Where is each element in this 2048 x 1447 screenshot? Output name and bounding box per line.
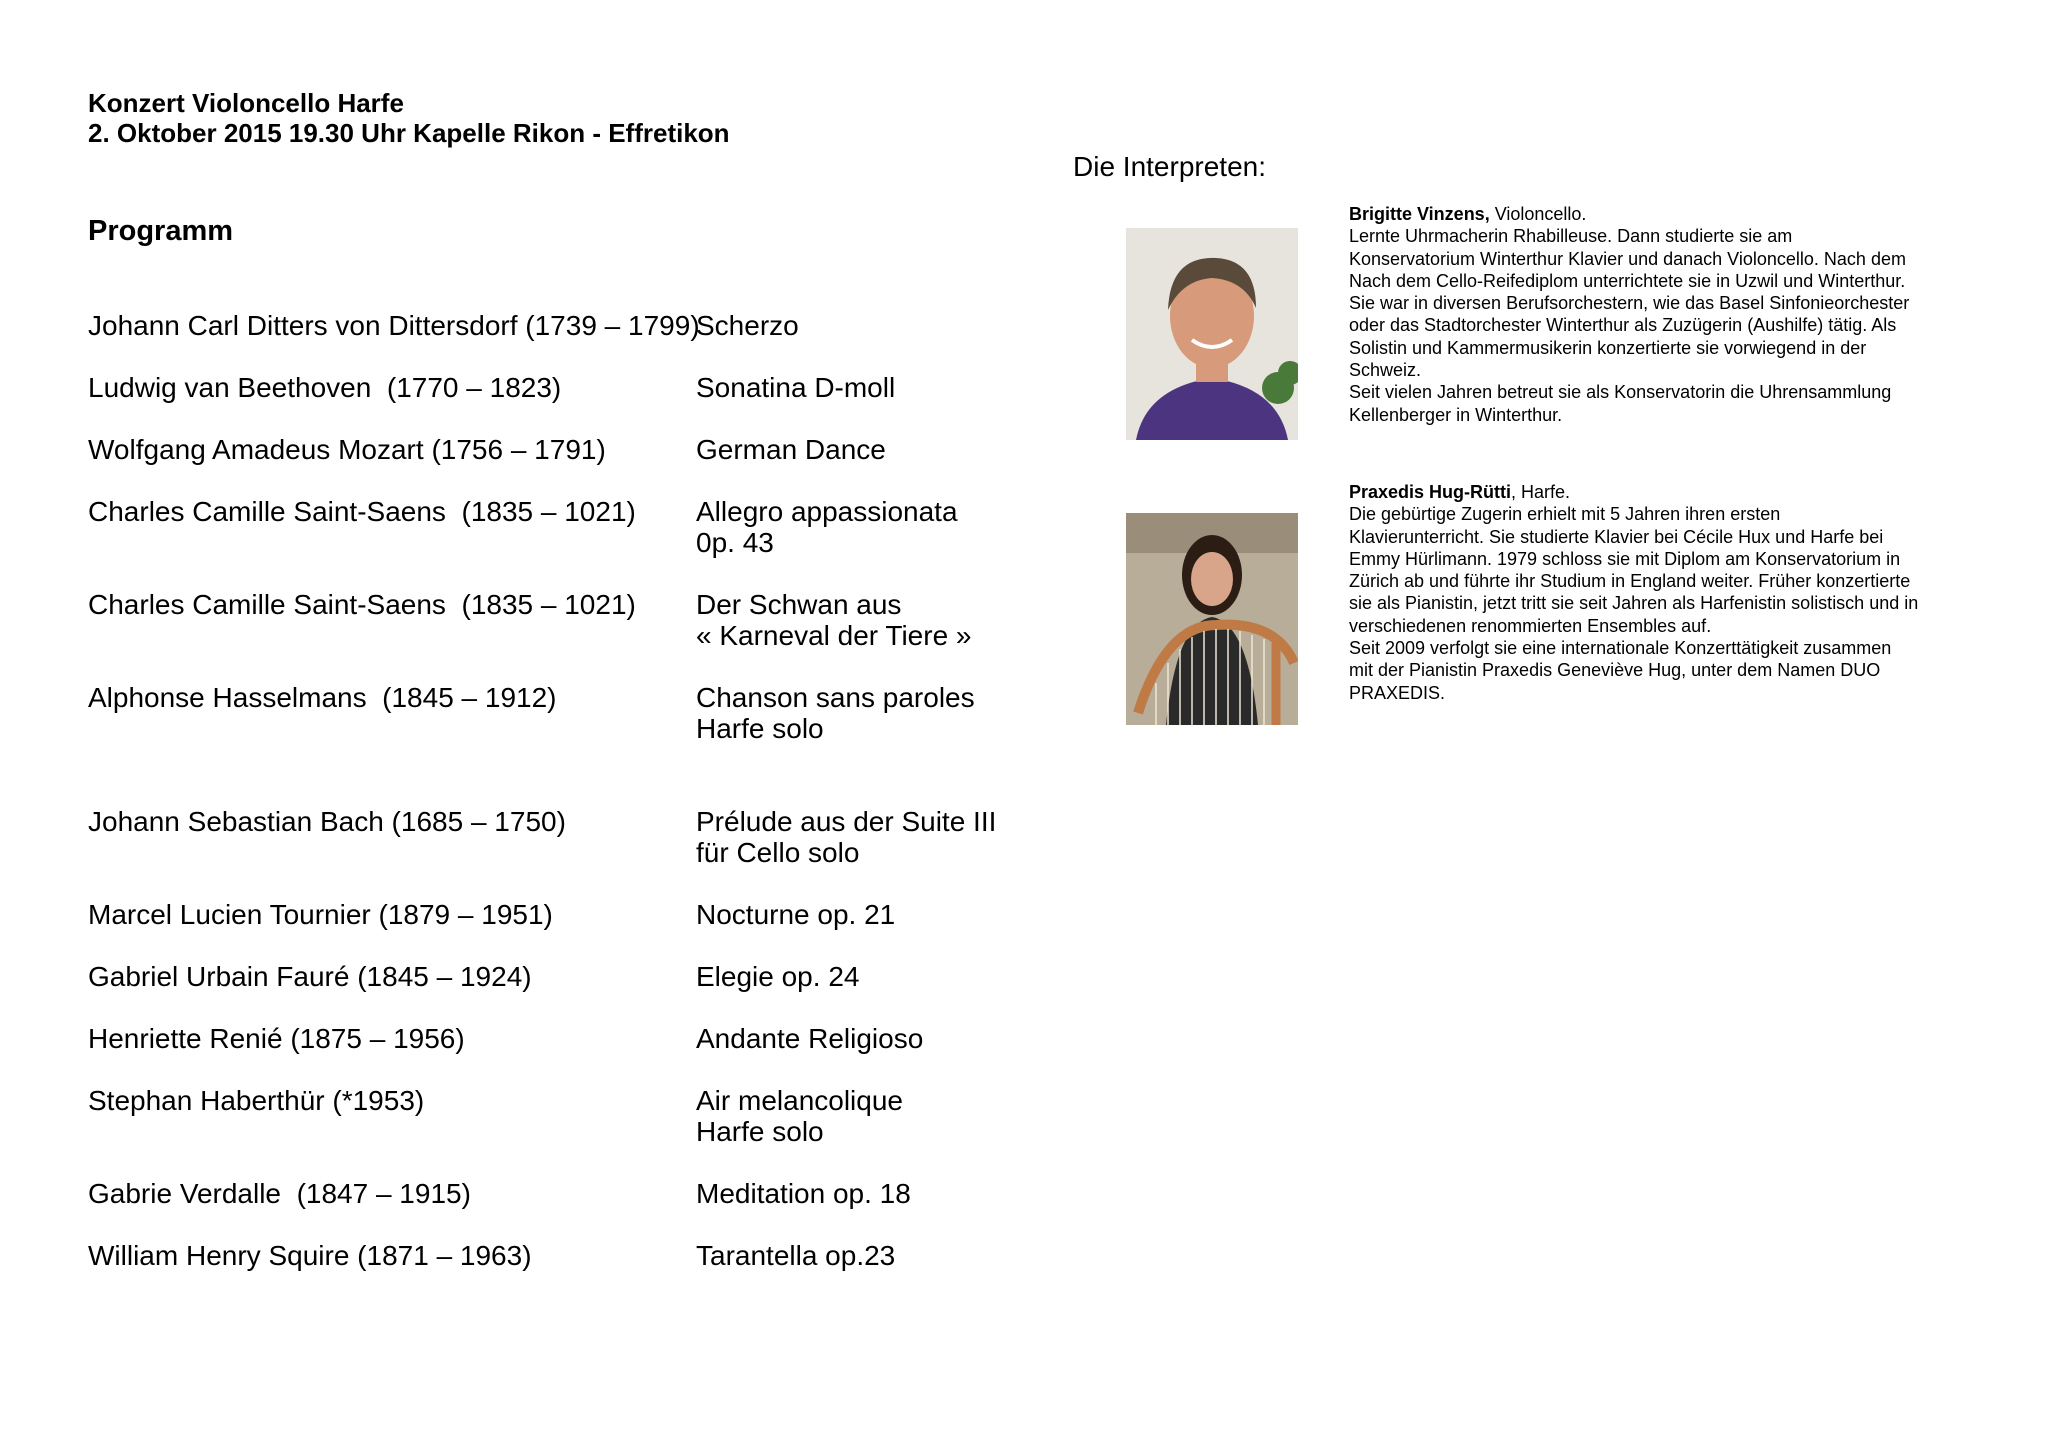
program-work-line: German Dance — [696, 434, 886, 465]
bio-text — [1349, 225, 1989, 426]
program-composer: Charles Camille Saint-Saens (1835 – 1021) — [88, 496, 636, 527]
program-work — [696, 682, 975, 744]
bio-line: Die gebürtige Zugerin erhielt mit 5 Jahren ihren ersten — [1349, 504, 1781, 525]
bio-role: , Harfe. — [1511, 482, 1571, 502]
program-work-line: 0p. 43 — [696, 527, 774, 558]
program-composer: Ludwig van Beethoven (1770 – 1823) — [88, 372, 562, 403]
bio-name-line — [1349, 203, 1989, 225]
bio-line: sie als Pianistin, jetzt tritt sie seit Jahren als Harfenistin solistisch und in — [1349, 593, 1919, 614]
concert-title: Konzert Violoncello Harfe — [88, 88, 404, 118]
program-work — [696, 1178, 911, 1209]
bio-line: Konservatorium Winterthur Klavier und danach Violoncello. Nach dem — [1349, 248, 1906, 269]
program-work-line: Elegie op. 24 — [696, 961, 860, 992]
program-work — [696, 310, 799, 341]
program-composer: Marcel Lucien Tournier (1879 – 1951) — [88, 899, 553, 930]
program-list — [88, 0, 1048, 1300]
bio-line: Schweiz. — [1349, 360, 1422, 381]
portrait-cellist-photo — [1126, 228, 1298, 440]
program-composer: Johann Carl Ditters von Dittersdorf (1739 – 1799) — [88, 310, 700, 341]
program-work — [696, 372, 895, 403]
program-work-line: Sonatina D-moll — [696, 372, 896, 403]
program-work-line: für Cello solo — [696, 837, 860, 868]
program-work-line: Chanson sans paroles — [696, 682, 975, 713]
bio-line: verschiedenen renommierten Ensembles auf. — [1349, 615, 1712, 636]
program-work-line: Tarantella op.23 — [696, 1240, 896, 1271]
bio-line: Seit 2009 verfolgt sie eine internationale Konzerttätigkeit zusammen — [1349, 638, 1892, 659]
program-work-line: Der Schwan aus — [696, 589, 902, 620]
program-composer: William Henry Squire (1871 – 1963) — [88, 1240, 532, 1271]
program-work-line: Harfe solo — [696, 713, 824, 744]
bio-harpist — [1349, 481, 1989, 704]
program-composer: Johann Sebastian Bach (1685 – 1750) — [88, 806, 566, 837]
bio-line: mit der Pianistin Praxedis Geneviève Hug, unter dem Namen DUO — [1349, 660, 1881, 681]
bio-line: Kellenberger in Winterthur. — [1349, 404, 1563, 425]
program-composer: Alphonse Hasselmans (1845 – 1912) — [88, 682, 557, 713]
program-heading: Programm — [88, 215, 234, 247]
bio-line: Klavierunterricht. Sie studierte Klavier bei Cécile Hux und Harfe bei — [1349, 526, 1884, 547]
program-work-line: Prélude aus der Suite III — [696, 806, 997, 837]
program-work — [696, 589, 972, 651]
bio-line: Zürich ab und führte ihr Studium in England weiter. Früher konzertierte — [1349, 571, 1911, 592]
program-work-line: Allegro appassionata — [696, 496, 958, 527]
program-composer: Gabriel Urbain Fauré (1845 – 1924) — [88, 961, 532, 992]
program-composer: Gabrie Verdalle (1847 – 1915) — [88, 1178, 471, 1209]
bio-cellist — [1349, 203, 1989, 426]
bio-line: Seit vielen Jahren betreut sie als Konservatorin die Uhrensammlung — [1349, 382, 1892, 403]
concert-date-venue: 2. Oktober 2015 19.30 Uhr Kapelle Rikon - Effretikon — [88, 118, 730, 148]
bio-line: Sie war in diversen Berufsorchestern, wie das Basel Sinfonieorchester — [1349, 293, 1910, 314]
program-work — [696, 899, 895, 930]
program-work — [696, 961, 859, 992]
program-composer: Wolfgang Amadeus Mozart (1756 – 1791) — [88, 434, 606, 465]
interpreters-heading: Die Interpreten: — [1073, 151, 1266, 182]
program-work-line: « Karneval der Tiere » — [696, 620, 972, 651]
program-composer: Charles Camille Saint-Saens (1835 – 1021) — [88, 589, 636, 620]
face-shape — [1191, 552, 1233, 606]
program-composer: Henriette Renié (1875 – 1956) — [88, 1023, 465, 1054]
bio-line: Emmy Hürlimann. 1979 schloss sie mit Diplom am Konservatorium in — [1349, 548, 1901, 569]
bio-name: Praxedis Hug-Rütti — [1349, 482, 1512, 502]
program-work — [696, 1023, 923, 1054]
program-composer: Stephan Haberthür (*1953) — [88, 1085, 425, 1116]
program-work-line: Andante Religioso — [696, 1023, 924, 1054]
bio-line: Lernte Uhrmacherin Rhabilleuse. Dann studierte sie am — [1349, 226, 1793, 247]
bio-line: Nach dem Cello-Reifediplom unterrichtete sie in Uzwil und Winterthur. — [1349, 270, 1906, 291]
program-work-line: Meditation op. 18 — [696, 1178, 911, 1209]
program-work — [696, 434, 886, 465]
bio-name: Brigitte Vinzens, — [1349, 204, 1490, 224]
bio-line: PRAXEDIS. — [1349, 682, 1446, 703]
bio-role: Violoncello. — [1489, 204, 1587, 224]
program-work-line: Scherzo — [696, 310, 799, 341]
program-work-line: Harfe solo — [696, 1116, 824, 1147]
program-work-line: Air melancolique — [696, 1085, 903, 1116]
program-work — [696, 496, 958, 558]
bio-name-line — [1349, 481, 1989, 503]
bio-line: oder das Stadtorchester Winterthur als Zuzügerin (Aushilfe) tätig. Als — [1349, 315, 1897, 336]
bio-line: Solistin und Kammermusikerin konzertierte sie vorwiegend in der — [1349, 337, 1867, 358]
bio-text — [1349, 503, 1989, 704]
program-work — [696, 806, 996, 868]
program-work-line: Nocturne op. 21 — [696, 899, 896, 930]
program-work — [696, 1240, 895, 1271]
program-work — [696, 1085, 903, 1147]
portrait-harpist-photo — [1126, 513, 1298, 725]
